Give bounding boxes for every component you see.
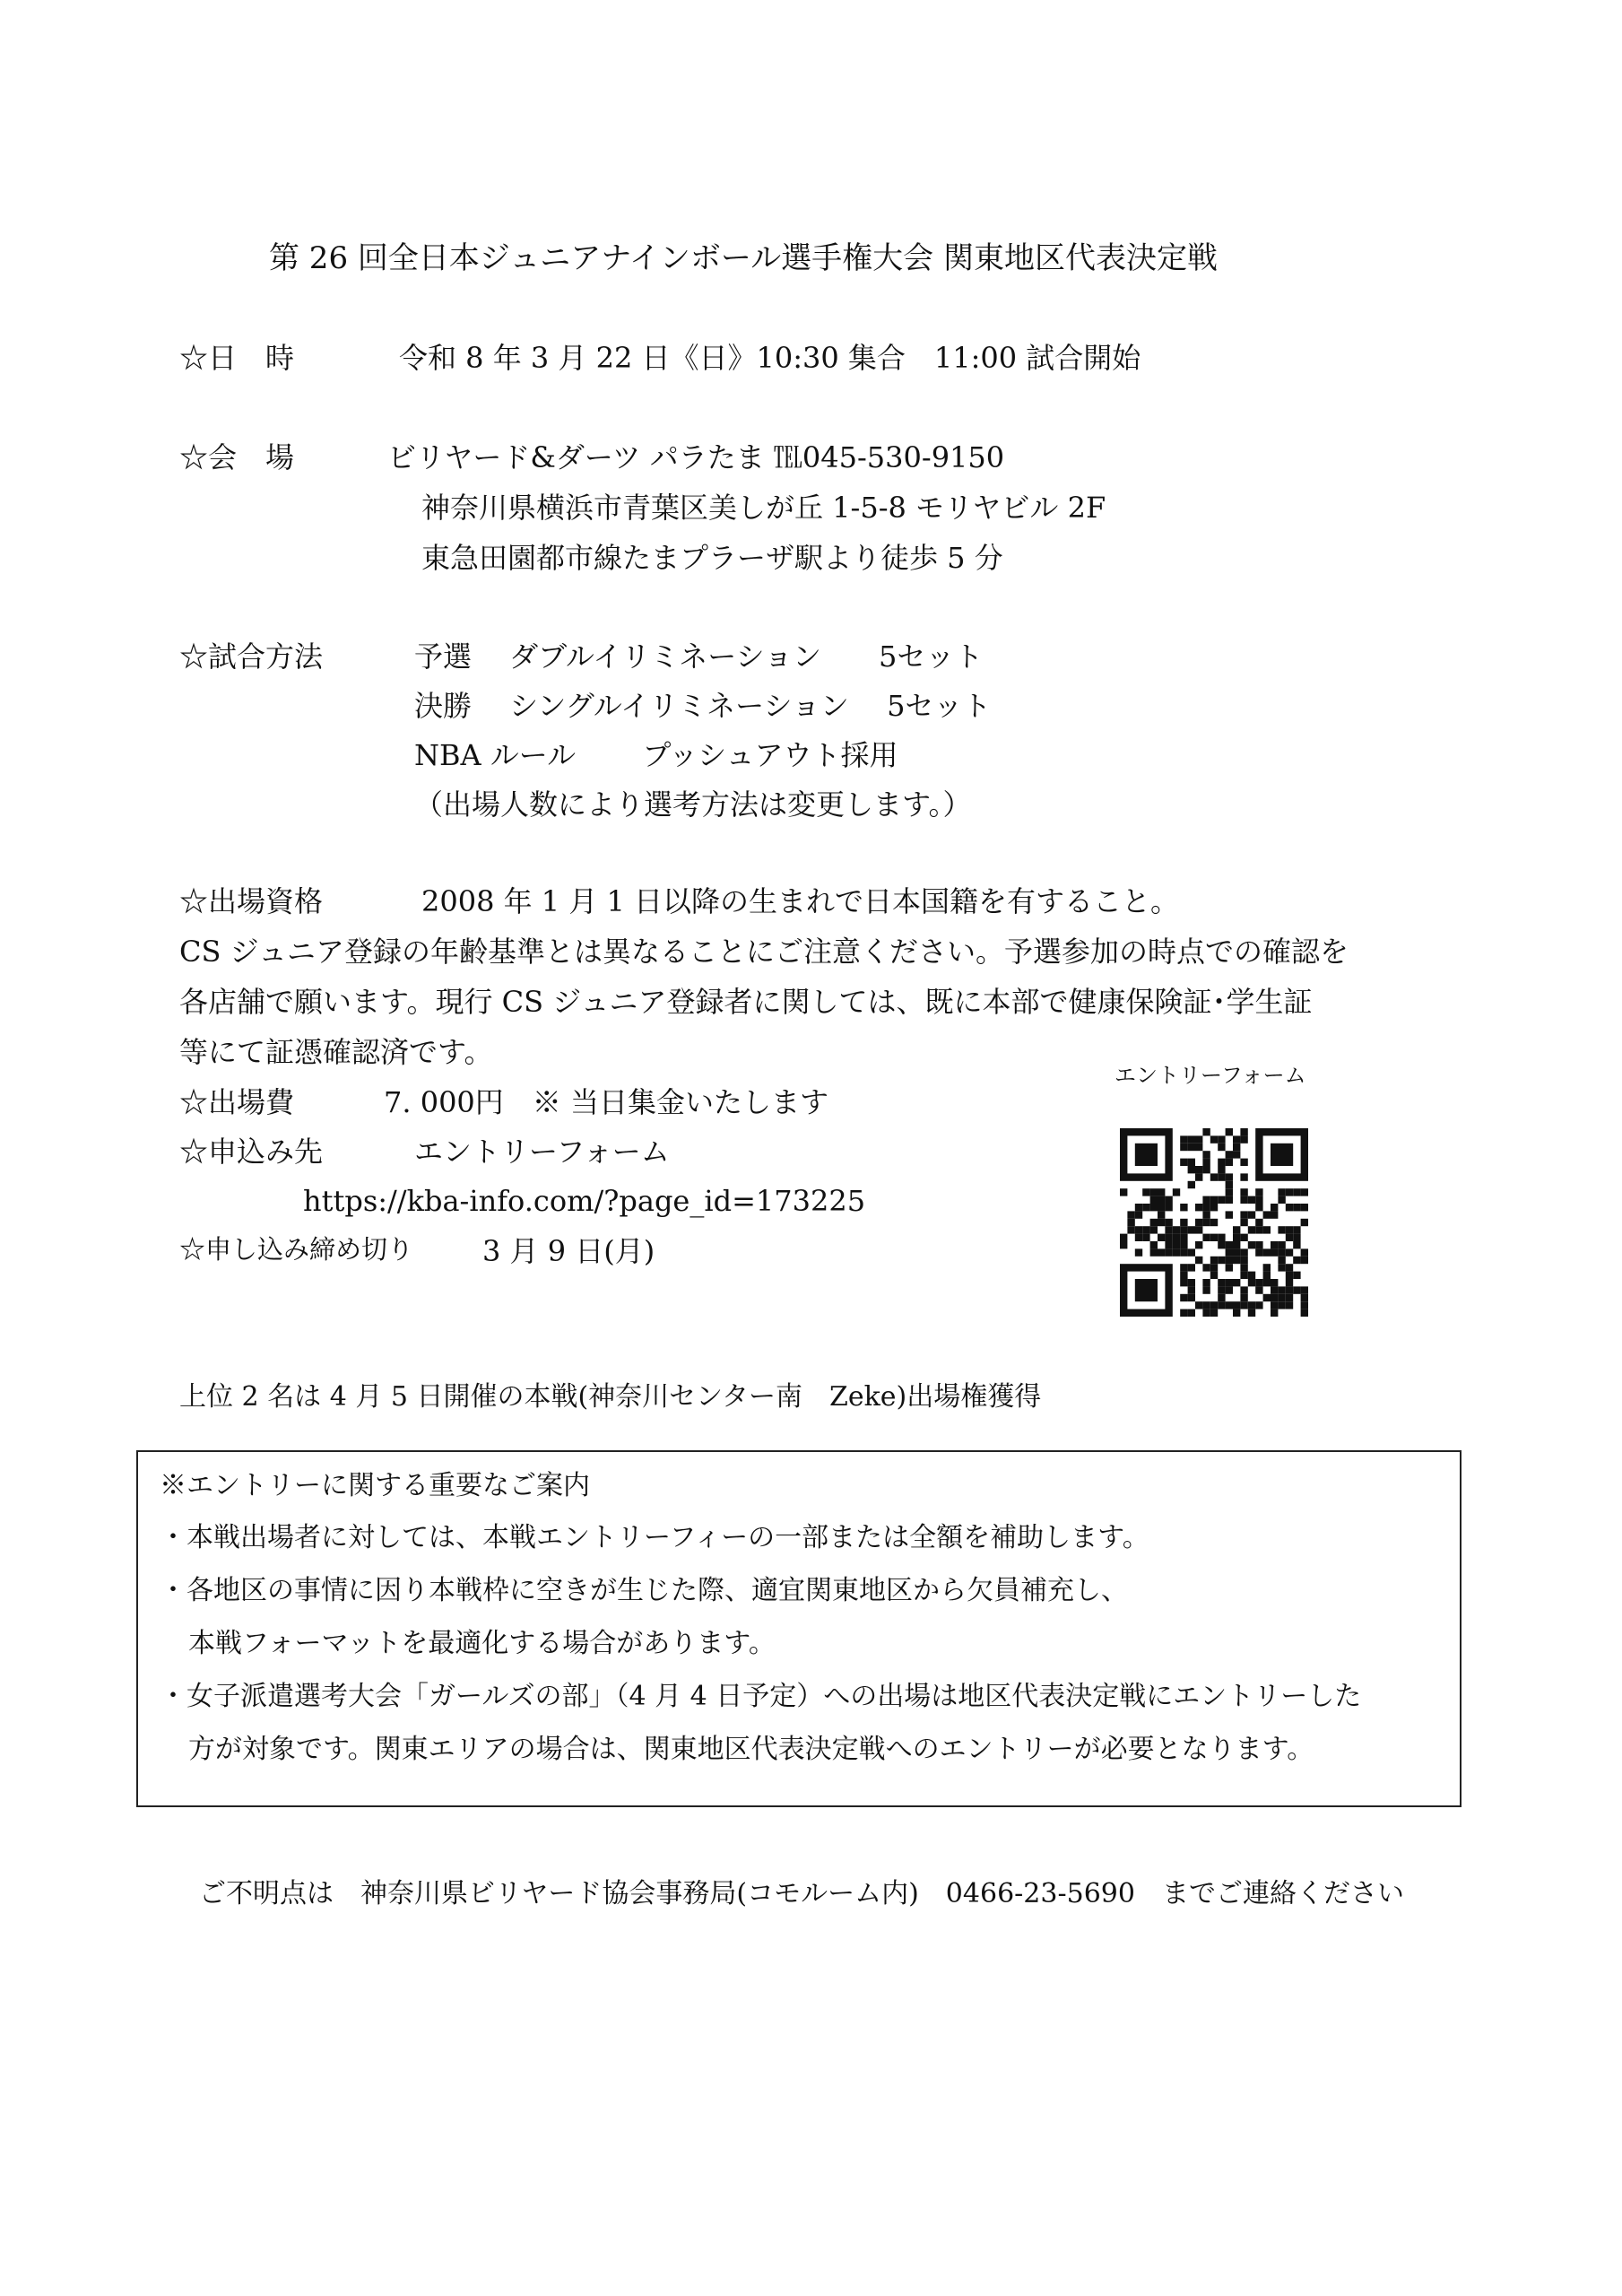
- qr-module: [1158, 1188, 1165, 1196]
- qr-module: [1301, 1257, 1308, 1264]
- qr-module: [1263, 1248, 1271, 1256]
- eligibility-line-1: 2008 年 1 月 1 日以降の生まれで日本国籍を有すること。: [421, 884, 1180, 918]
- qr-module: [1210, 1135, 1218, 1143]
- qr-module: [1248, 1301, 1255, 1309]
- qr-module: [1226, 1173, 1233, 1180]
- qr-module: [1135, 1204, 1142, 1211]
- qr-module: [1195, 1226, 1202, 1233]
- qr-module: [1218, 1166, 1225, 1173]
- qr-module: [1286, 1204, 1293, 1211]
- qr-module: [1240, 1272, 1247, 1279]
- qr-module: [1120, 1241, 1127, 1248]
- qr-module: [1202, 1301, 1210, 1309]
- eligibility-line-2: CS ジュニア登録の年齢基準とは異なることにご注意ください。予選参加の時点での確認を: [179, 935, 1349, 969]
- qr-module: [1210, 1257, 1218, 1264]
- qr-module: [1233, 1226, 1240, 1233]
- apply-label: ☆申込み先: [179, 1135, 324, 1169]
- notice-item-2b: 本戦フォーマットを最適化する場合があります。: [188, 1628, 776, 1659]
- qr-module: [1173, 1226, 1180, 1233]
- qr-module: [1188, 1166, 1195, 1173]
- qr-module: [1165, 1234, 1172, 1241]
- qr-module: [1180, 1144, 1187, 1151]
- apply-url[interactable]: https://kba-info.com/?page_id=173225: [303, 1184, 866, 1218]
- format-line-2: 決勝 シングルイリミネーション 5セット: [414, 689, 992, 723]
- qr-module: [1301, 1204, 1308, 1211]
- qr-module: [1150, 1196, 1158, 1204]
- venue-line-2: 神奈川県横浜市青葉区美しが丘 1-5-8 モリヤビル 2F: [421, 491, 1106, 525]
- eligibility-label: ☆出場資格: [179, 884, 324, 918]
- qr-module: [1226, 1159, 1233, 1166]
- qr-module: [1293, 1188, 1300, 1196]
- qr-module: [1240, 1135, 1247, 1143]
- qr-module: [1263, 1211, 1271, 1218]
- notice-item-1: ・本戦出場者に対しては、本戦エントリーフィーの一部または全額を補助します。: [160, 1522, 1149, 1553]
- qr-module: [1218, 1257, 1225, 1264]
- qr-module: [1150, 1226, 1158, 1233]
- venue-line-1: ビリヤード&ダーツ パラたま ℡045-530-9150: [387, 440, 1005, 474]
- qr-module: [1165, 1226, 1172, 1233]
- qr-module: [1271, 1286, 1278, 1293]
- qr-module: [1150, 1241, 1158, 1248]
- qr-module: [1226, 1301, 1233, 1309]
- qr-module: [1263, 1272, 1271, 1279]
- qr-module: [1195, 1241, 1202, 1248]
- qr-module: [1226, 1279, 1233, 1286]
- qr-module: [1301, 1301, 1308, 1309]
- qr-module: [1195, 1135, 1202, 1143]
- venue-label: ☆会 場: [179, 440, 295, 474]
- qr-module: [1255, 1204, 1262, 1211]
- qr-module: [1165, 1219, 1172, 1226]
- notice-item-3a: ・女子派遣選考大会「ガールズの部」（4 月 4 日予定）への出場は地区代表決定戦にエントリーした: [160, 1681, 1362, 1712]
- document-title: 第 26 回全日本ジュニアナインボール選手権大会 関東地区代表決定戦: [269, 240, 1218, 276]
- qr-module: [1210, 1173, 1218, 1180]
- qr-module: [1195, 1204, 1202, 1211]
- qr-module: [1188, 1226, 1195, 1233]
- qr-module: [1127, 1226, 1134, 1233]
- qr-module: [1180, 1159, 1187, 1166]
- qr-module: [1233, 1309, 1240, 1317]
- qr-module: [1180, 1234, 1187, 1241]
- format-line-4: （出場人数により選考方法は変更します。）: [414, 787, 972, 822]
- qr-module: [1240, 1211, 1247, 1218]
- qr-module: [1202, 1151, 1210, 1158]
- qr-module: [1150, 1204, 1158, 1211]
- qr-module: [1293, 1234, 1300, 1241]
- qr-module: [1218, 1196, 1225, 1204]
- qr-module: [1263, 1264, 1271, 1271]
- qr-code[interactable]: [1120, 1128, 1308, 1317]
- qr-module: [1150, 1219, 1158, 1226]
- qr-module: [1188, 1135, 1195, 1143]
- qr-module: [1233, 1135, 1240, 1143]
- qr-module: [1255, 1286, 1262, 1293]
- qr-module: [1202, 1219, 1210, 1226]
- qr-module: [1233, 1241, 1240, 1248]
- qr-module: [1218, 1279, 1225, 1286]
- qr-module: [1218, 1159, 1225, 1166]
- qr-module: [1202, 1286, 1210, 1293]
- qr-module: [1150, 1248, 1158, 1256]
- qr-module: [1233, 1234, 1240, 1241]
- qr-module: [1188, 1309, 1195, 1317]
- qr-module: [1271, 1309, 1278, 1317]
- qr-module: [1210, 1234, 1218, 1241]
- qr-module: [1218, 1301, 1225, 1309]
- qr-module: [1180, 1135, 1187, 1143]
- qr-module: [1210, 1219, 1218, 1226]
- qr-module: [1158, 1204, 1165, 1211]
- qr-module: [1255, 1226, 1262, 1233]
- qr-module: [1293, 1257, 1300, 1264]
- qr-module: [1180, 1241, 1187, 1248]
- qr-module: [1226, 1196, 1233, 1204]
- qr-module: [1188, 1264, 1195, 1271]
- qr-module: [1301, 1294, 1308, 1301]
- qr-module: [1240, 1294, 1247, 1301]
- qr-module: [1226, 1181, 1233, 1188]
- qr-module: [1286, 1188, 1293, 1196]
- qr-module: [1180, 1204, 1187, 1211]
- qr-module: [1135, 1248, 1142, 1256]
- qr-module: [1248, 1309, 1255, 1317]
- qr-module: [1173, 1188, 1180, 1196]
- qr-module: [1218, 1173, 1225, 1180]
- qr-module: [1255, 1188, 1262, 1196]
- qr-module: [1278, 1286, 1285, 1293]
- qr-module: [1188, 1279, 1195, 1286]
- qr-module: [1127, 1211, 1134, 1218]
- qr-module: [1233, 1301, 1240, 1309]
- venue-line-3: 東急田園都市線たまプラーザ駅より徒歩 5 分: [421, 541, 1003, 575]
- qr-module: [1286, 1279, 1293, 1286]
- qr-module: [1188, 1144, 1195, 1151]
- deadline-label: ☆申し込み締め切り: [179, 1234, 414, 1265]
- qr-module: [1233, 1248, 1240, 1256]
- qr-module: [1180, 1294, 1187, 1301]
- qr-module: [1218, 1144, 1225, 1151]
- qr-module: [1180, 1279, 1187, 1286]
- qr-module: [1226, 1188, 1233, 1196]
- qr-module: [1120, 1188, 1127, 1196]
- qr-module: [1173, 1241, 1180, 1248]
- qr-module: [1226, 1241, 1233, 1248]
- qr-module: [1301, 1309, 1308, 1317]
- qr-module: [1210, 1264, 1218, 1271]
- advance-note: 上位 2 名は 4 月 5 日開催の本戦(神奈川センター南 Zeke)出場権獲得: [179, 1381, 1042, 1413]
- qr-module: [1226, 1151, 1233, 1158]
- qr-module: [1278, 1241, 1285, 1248]
- qr-module: [1255, 1248, 1262, 1256]
- qr-module: [1240, 1264, 1247, 1271]
- qr-module: [1286, 1248, 1293, 1256]
- qr-module: [1218, 1286, 1225, 1293]
- qr-module: [1293, 1241, 1300, 1248]
- qr-module: [1286, 1294, 1293, 1301]
- qr-module: [1240, 1188, 1247, 1196]
- qr-module: [1240, 1301, 1247, 1309]
- qr-module: [1226, 1264, 1233, 1271]
- qr-module: [1135, 1211, 1142, 1218]
- qr-module: [1255, 1219, 1262, 1226]
- qr-module: [1286, 1272, 1293, 1279]
- datetime-label: ☆日 時: [179, 341, 295, 375]
- qr-module: [1271, 1241, 1278, 1248]
- qr-module: [1210, 1204, 1218, 1211]
- qr-module: [1240, 1159, 1247, 1166]
- qr-module: [1188, 1181, 1195, 1188]
- qr-module: [1188, 1159, 1195, 1166]
- qr-module: [1240, 1219, 1247, 1226]
- qr-module: [1165, 1248, 1172, 1256]
- qr-module: [1233, 1144, 1240, 1151]
- qr-module: [1142, 1226, 1149, 1233]
- qr-module: [1263, 1294, 1271, 1301]
- notice-item-3b: 方が対象です。関東エリアの場合は、関東地区代表決定戦へのエントリーが必要となります。: [188, 1734, 1314, 1765]
- qr-module: [1158, 1196, 1165, 1204]
- qr-module: [1202, 1279, 1210, 1286]
- qr-module: [1180, 1264, 1187, 1271]
- qr-module: [1226, 1257, 1233, 1264]
- qr-module: [1240, 1234, 1247, 1241]
- qr-module: [1210, 1196, 1218, 1204]
- qr-module: [1263, 1226, 1271, 1233]
- qr-module: [1142, 1204, 1149, 1211]
- qr-module: [1165, 1204, 1172, 1211]
- qr-module: [1165, 1241, 1172, 1248]
- qr-module: [1226, 1286, 1233, 1293]
- qr-module: [1278, 1264, 1285, 1271]
- qr-module: [1271, 1204, 1278, 1211]
- qr-module: [1195, 1219, 1202, 1226]
- qr-module: [1195, 1166, 1202, 1173]
- qr-module: [1135, 1234, 1142, 1241]
- qr-module: [1293, 1286, 1300, 1293]
- notice-heading: ※エントリーに関する重要なご案内: [160, 1470, 590, 1501]
- qr-module: [1271, 1248, 1278, 1256]
- format-label: ☆試合方法: [179, 639, 324, 674]
- qr-module: [1142, 1188, 1149, 1196]
- qr-module: [1271, 1301, 1278, 1309]
- qr-module: [1218, 1241, 1225, 1248]
- qr-module: [1255, 1241, 1262, 1248]
- qr-module: [1240, 1128, 1247, 1135]
- qr-module: [1202, 1166, 1210, 1173]
- qr-module: [1173, 1248, 1180, 1256]
- qr-module: [1255, 1301, 1262, 1309]
- qr-module: [1286, 1264, 1293, 1271]
- qr-module: [1195, 1144, 1202, 1151]
- apply-value: エントリーフォーム: [414, 1135, 670, 1169]
- qr-module: [1248, 1241, 1255, 1248]
- qr-module: [1240, 1173, 1247, 1180]
- qr-module: [1263, 1279, 1271, 1286]
- qr-module: [1202, 1196, 1210, 1204]
- qr-module: [1202, 1159, 1210, 1166]
- qr-module: [1278, 1188, 1285, 1196]
- contact-info: ご不明点は 神奈川県ビリヤード協会事務局(コモルーム内) 0466-23-5690 までご連絡ください: [199, 1878, 1404, 1909]
- qr-module: [1195, 1173, 1202, 1180]
- qr-module: [1248, 1226, 1255, 1233]
- qr-module: [1135, 1226, 1142, 1233]
- qr-module: [1158, 1211, 1165, 1218]
- qr-module: [1301, 1219, 1308, 1226]
- qr-module: [1127, 1219, 1134, 1226]
- qr-module: [1233, 1257, 1240, 1264]
- qr-module: [1180, 1309, 1187, 1317]
- qr-module: [1271, 1294, 1278, 1301]
- qr-module: [1248, 1272, 1255, 1279]
- qr-module: [1286, 1226, 1293, 1233]
- qr-module: [1301, 1248, 1308, 1256]
- qr-module: [1150, 1188, 1158, 1196]
- qr-module: [1271, 1279, 1278, 1286]
- qr-module: [1210, 1272, 1218, 1279]
- qr-module: [1255, 1279, 1262, 1286]
- qr-module: [1248, 1196, 1255, 1204]
- qr-module: [1278, 1248, 1285, 1256]
- qr-module: [1255, 1196, 1262, 1204]
- qr-module: [1180, 1248, 1187, 1256]
- qr-module: [1210, 1309, 1218, 1317]
- qr-caption: エントリーフォーム: [1115, 1063, 1306, 1088]
- eligibility-line-3: 各店舗で願います。現行 CS ジュニア登録者に関しては、既に本部で健康保険証･学生証: [179, 985, 1313, 1019]
- qr-module: [1240, 1257, 1247, 1264]
- qr-module: [1233, 1151, 1240, 1158]
- qr-module: [1248, 1279, 1255, 1286]
- qr-module: [1240, 1248, 1247, 1256]
- qr-module: [1226, 1248, 1233, 1256]
- qr-module: [1271, 1211, 1278, 1218]
- format-line-1: 予選 ダブルイリミネーション 5セット: [414, 639, 984, 674]
- qr-module: [1202, 1309, 1210, 1317]
- notice-item-2a: ・各地区の事情に因り本戦枠に空きが生じた際、適宜関東地区から欠員補充し、: [160, 1575, 1128, 1606]
- qr-module: [1158, 1219, 1165, 1226]
- qr-module: [1286, 1301, 1293, 1309]
- qr-module: [1165, 1196, 1172, 1204]
- qr-module: [1180, 1226, 1187, 1233]
- qr-module: [1301, 1188, 1308, 1196]
- qr-module: [1188, 1248, 1195, 1256]
- eligibility-line-4: 等にて証憑確認済です。: [179, 1035, 493, 1069]
- qr-module: [1226, 1128, 1233, 1135]
- qr-module: [1202, 1234, 1210, 1241]
- qr-module: [1210, 1301, 1218, 1309]
- qr-module: [1293, 1204, 1300, 1211]
- qr-module: [1240, 1286, 1247, 1293]
- qr-module: [1188, 1286, 1195, 1293]
- qr-module: [1301, 1286, 1308, 1293]
- qr-module: [1158, 1248, 1165, 1256]
- qr-module: [1120, 1234, 1127, 1241]
- format-line-3: NBA ルール プッシュアウト採用: [414, 738, 898, 772]
- qr-module: [1278, 1294, 1285, 1301]
- qr-module: [1233, 1279, 1240, 1286]
- qr-module: [1293, 1272, 1300, 1279]
- qr-module: [1195, 1301, 1202, 1309]
- qr-module: [1293, 1226, 1300, 1233]
- qr-module: [1202, 1128, 1210, 1135]
- qr-module: [1278, 1301, 1285, 1309]
- qr-module: [1278, 1196, 1285, 1204]
- qr-module: [1142, 1234, 1149, 1241]
- qr-module: [1218, 1294, 1225, 1301]
- datetime-value: 令和 8 年 3 月 22 日《日》10:30 集合 11:00 試合開始: [399, 341, 1141, 375]
- qr-module: [1188, 1294, 1195, 1301]
- qr-module: [1158, 1234, 1165, 1241]
- deadline-value: 3 月 9 日(月): [482, 1234, 655, 1268]
- qr-module: [1218, 1234, 1225, 1241]
- qr-module: [1173, 1234, 1180, 1241]
- qr-module: [1286, 1234, 1293, 1241]
- qr-module: [1202, 1264, 1210, 1271]
- fee-label: ☆出場費: [179, 1085, 295, 1119]
- qr-module: [1202, 1211, 1210, 1218]
- qr-module: [1226, 1211, 1233, 1218]
- qr-module: [1218, 1135, 1225, 1143]
- qr-module: [1286, 1286, 1293, 1293]
- qr-module: [1180, 1272, 1187, 1279]
- fee-value: 7. 000円 ※ 当日集金いたします: [384, 1085, 828, 1119]
- notice-box: [136, 1450, 1462, 1807]
- qr-module: [1180, 1219, 1187, 1226]
- qr-module: [1248, 1211, 1255, 1218]
- qr-module: [1240, 1196, 1247, 1204]
- qr-module: [1195, 1257, 1202, 1264]
- qr-module: [1278, 1226, 1285, 1233]
- qr-module: [1202, 1204, 1210, 1211]
- qr-module: [1278, 1257, 1285, 1264]
